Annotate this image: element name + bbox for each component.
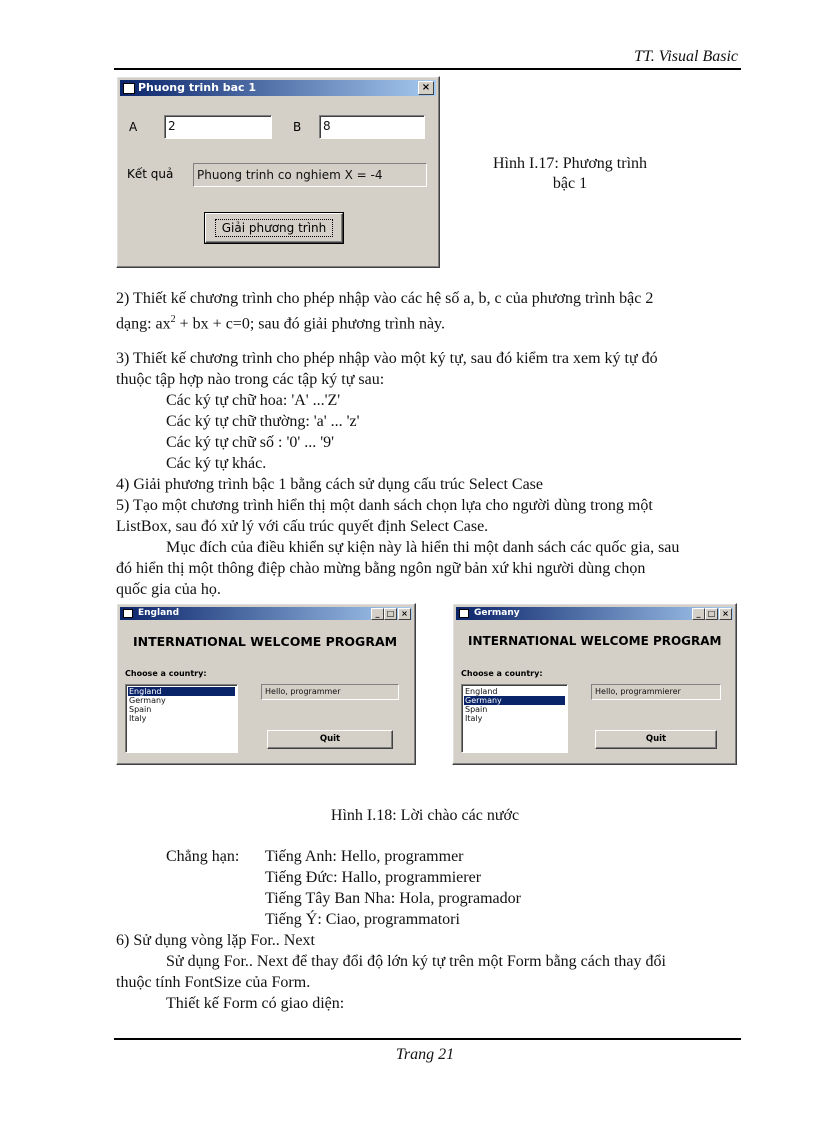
set-digit: Các ký tự chữ số : '0' ... '9' [166,434,334,451]
fig18-left-titlebar[interactable] [120,607,412,620]
para-2 [116,288,741,334]
list-item[interactable]: England [128,687,235,696]
minimize-icon[interactable]: _ [371,608,384,620]
header-rule [114,68,741,70]
example-english: Tiếng Anh: Hello, programmer [265,848,464,865]
fig18-right-choose-label: Choose a country: [461,669,543,678]
list-item[interactable]: Italy [129,714,147,723]
list-item[interactable]: Germany [129,696,166,705]
list-item[interactable]: Germany [464,696,565,705]
fig18-right-titlebar[interactable] [456,607,733,620]
fig18-left-country-list[interactable] [125,684,238,753]
result-display: Phuong trinh co nghiem X = -4 [193,163,427,187]
fig17-window [116,76,440,268]
para-5-line4: đó hiển thị một thông điệp chào mừng bằng ngôn ngữ bản xứ khi người dùng chọn [116,560,646,577]
fig18-caption: Hình I.18: Lời chào các nước [330,807,520,824]
fig18-right-greeting: Hello, programmierer [591,684,721,700]
fig18-left-heading: INTERNATIONAL WELCOME PROGRAM [133,634,398,649]
list-item[interactable]: Spain [129,705,152,714]
example-spanish: Tiếng Tây Ban Nha: Hola, programador [265,890,521,907]
footer-rule [114,1038,741,1040]
set-other: Các ký tự khác. [166,455,267,472]
minimize-icon[interactable]: _ [692,608,705,620]
para-6-line1: Sử dụng For.. Next để thay đổi độ lớn ký tự trên một Form bằng cách thay đổi [166,953,666,970]
app-icon [459,609,469,618]
fig18-left-quit-button[interactable]: Quit [267,730,393,749]
header-title: TT. Visual Basic [634,48,738,65]
label-result: Kết quả [127,167,174,181]
para-6-title: 6) Sử dụng vòng lặp For.. Next [116,932,315,949]
fig18-left-greeting: Hello, programmer [261,684,399,700]
fig18-right-window [452,603,737,765]
fig18-right-quit-button[interactable]: Quit [595,730,717,749]
set-upper: Các ký tự chữ hoa: 'A' ...'Z' [166,392,341,409]
solve-button-label: Giải phương trình [215,219,334,237]
label-b: B [293,120,302,134]
para-5-line1: 5) Tạo một chương trình hiển thị một danh sách chọn lựa cho người dùng trong một [116,497,653,514]
fig18-right-title: Germany [474,608,520,618]
fig17-caption [470,154,670,194]
p2-post: + bx + c=0; sau đó giải phương trình này. [175,315,446,333]
input-b[interactable]: 8 [319,115,425,139]
list-item[interactable]: Spain [465,705,488,714]
para-3-line2: thuộc tập hợp nào trong các tập ký tự sau: [116,371,385,388]
fig17-caption-line2: bậc 1 [552,175,588,192]
para-4: 4) Giải phương trình bậc 1 bằng cách sử dụng cấu trúc Select Case [116,476,544,493]
p2-sup: 2 [170,314,176,325]
para-3-line1: 3) Thiết kế chương trình cho phép nhập vào một ký tự, sau đó kiểm tra xem ký tự đó [116,350,658,367]
para-6-line2: thuộc tính FontSize của Form. [116,974,311,991]
input-a[interactable]: 2 [164,115,272,139]
close-icon[interactable]: × [719,608,732,620]
fig17-caption-line1: Hình I.17: Phương trình [492,155,648,172]
examples-lead: Chẳng hạn: [166,848,240,865]
fig18-left-title: England [138,608,180,618]
para-2-line2 [116,309,741,334]
example-italian: Tiếng Ý: Ciao, programmatori [265,911,460,928]
fig17-titlebar[interactable] [120,80,436,96]
examples [116,846,741,1014]
para-6-line3: Thiết kế Form có giao diện: [166,995,345,1012]
label-a: A [129,120,138,134]
solve-button[interactable] [205,213,343,243]
para-5-line2: ListBox, sau đó xử lý với cấu trúc quyết định Select Case. [116,518,489,535]
maximize-icon[interactable]: □ [705,608,718,620]
page-number: Trang 21 [395,1046,455,1063]
para-3 [116,348,741,600]
example-german: Tiếng Đức: Hallo, programmierer [265,869,482,886]
set-lower: Các ký tự chữ thường: 'a' ... 'z' [166,413,360,430]
list-item[interactable]: Italy [465,714,483,723]
fig18-left-window [116,603,416,765]
fig18-right-country-list[interactable] [461,684,568,753]
p2-pre: dạng: ax [116,315,171,333]
close-icon[interactable]: × [418,81,434,95]
close-icon[interactable]: × [398,608,411,620]
para-2-line1: 2) Thiết kế chương trình cho phép nhập vào các hệ số a, b, c của phương trình bậc 2 [116,290,654,307]
fig17-window-title: Phuong trinh bac 1 [138,81,257,94]
list-item[interactable]: England [465,687,498,696]
para-5-line3: Mục đích của điều khiển sự kiện này là hiển thi một danh sách các quốc gia, sau [166,539,680,556]
para-5-line5: quốc gia của họ. [116,581,221,598]
app-icon [123,83,135,94]
fig18-right-heading: INTERNATIONAL WELCOME PROGRAM [468,634,722,648]
fig18-left-choose-label: Choose a country: [125,669,207,678]
app-icon [123,609,133,618]
maximize-icon[interactable]: □ [384,608,397,620]
